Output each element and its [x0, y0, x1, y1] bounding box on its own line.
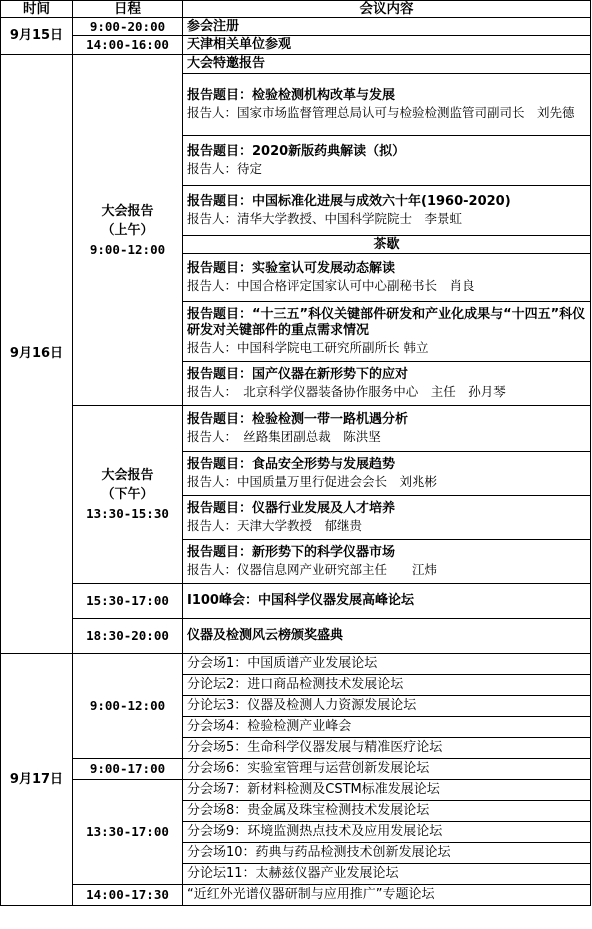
report-cell [183, 74, 591, 136]
header-content: 会议内容 [183, 1, 591, 18]
report-title: 报告题目：仪器行业发展及人才培养 [187, 501, 396, 516]
report-speaker: 报告人：待定 [187, 160, 263, 176]
report-cell [183, 186, 591, 236]
table-row [1, 18, 591, 36]
report-title: 报告题目：中国标准化进展与成效六十年(1960-2020) [187, 194, 511, 209]
report-cell [183, 136, 591, 186]
report-speaker: 报告人：中国合格评定国家认可中心副秘书长 肖良 [187, 277, 475, 293]
session-block-afternoon [73, 406, 183, 584]
report-cell [183, 254, 591, 302]
section-title: 大会特邀报告 [183, 55, 591, 74]
report-title: 报告题目：2020新版药典解读（拟） [187, 144, 406, 159]
forum-cell: 分会场9：环境监测热点技术及应用发展论坛 [183, 822, 591, 843]
table-row [1, 780, 591, 801]
report-title: 报告题目：“十三五”科仪关键部件研发和产业化成果与“十四五”科仪研发对关键部件的重点需求情况 [187, 306, 586, 339]
forum-cell: 分会场4：检验检测产业峰会 [183, 717, 591, 738]
forum-cell: 分会场1：中国质谱产业发展论坛 [183, 654, 591, 675]
table-row [1, 55, 591, 74]
forum-cell: “近红外光谱仪器研制与应用推广”专题论坛 [183, 885, 591, 906]
session-sublabel: （下午） [101, 487, 154, 502]
session-time: 13:30-15:30 [86, 506, 169, 521]
content-cell: 仪器及检测风云榜颁奖盛典 [183, 619, 591, 654]
time-cell: 14:00-17:30 [73, 885, 183, 906]
forum-cell: 分论坛2：进口商品检测技术发展论坛 [183, 675, 591, 696]
report-speaker: 报告人：天津大学教授 郁继贵 [187, 517, 363, 533]
header-row [1, 1, 591, 18]
report-speaker: 报告人： 丝路集团副总裁 陈洪坚 [187, 428, 381, 444]
report-cell [183, 540, 591, 584]
report-title: 报告题目：食品安全形势与发展趋势 [187, 457, 396, 472]
forum-cell: 分会场8：贵金属及珠宝检测技术发展论坛 [183, 801, 591, 822]
report-cell [183, 406, 591, 452]
date-cell: 9月15日 [1, 18, 73, 55]
table-row [1, 584, 591, 619]
content-cell: 参会注册 [183, 18, 591, 36]
time-cell: 9:00-12:00 [73, 654, 183, 759]
table-row [1, 36, 591, 55]
break-cell: 茶歇 [183, 236, 591, 254]
content-cell: I100峰会：中国科学仪器发展高峰论坛 [183, 584, 591, 619]
date-cell: 9月16日 [1, 55, 73, 654]
session-label: 大会报告 [101, 468, 154, 483]
report-cell [183, 452, 591, 496]
session-label: 大会报告 [101, 203, 154, 219]
forum-cell: 分论坛11：太赫兹仪器产业发展论坛 [183, 864, 591, 885]
table-row [1, 619, 591, 654]
content-cell: 天津相关单位参观 [183, 36, 591, 55]
report-speaker: 报告人：中国科学院电工研究所副所长 韩立 [187, 339, 429, 355]
forum-cell: 分论坛3：仪器及检测人力资源发展论坛 [183, 696, 591, 717]
report-cell [183, 362, 591, 406]
table-row [1, 406, 591, 452]
time-cell: 13:30-17:00 [73, 780, 183, 885]
report-title: 报告题目：新形势下的科学仪器市场 [187, 545, 396, 560]
time-cell: 18:30-20:00 [73, 619, 183, 654]
report-speaker: 报告人：中国质量万里行促进会会长 刘兆彬 [187, 473, 438, 489]
report-title: 报告题目：国产仪器在新形势下的应对 [187, 367, 409, 382]
header-schedule: 日程 [73, 1, 183, 18]
session-sublabel: （上午） [101, 222, 154, 238]
forum-cell: 分会场10：药典与药品检测技术创新发展论坛 [183, 843, 591, 864]
report-cell [183, 302, 591, 362]
session-block-morning [73, 55, 183, 406]
report-title: 报告题目：实验室认可发展动态解读 [187, 261, 396, 276]
table-row [1, 759, 591, 780]
session-time: 9:00-12:00 [89, 241, 166, 257]
report-speaker: 报告人：清华大学教授、中国科学院院士 李景虹 [187, 210, 463, 226]
time-cell: 9:00-20:00 [73, 18, 183, 36]
report-speaker: 报告人：国家市场监督管理总局认可与检验检测监管司副司长 刘先德 [187, 104, 575, 120]
report-speaker: 报告人：仪器信息网产业研究部主任 江炜 [187, 561, 438, 577]
time-cell: 9:00-17:00 [73, 759, 183, 780]
report-title: 报告题目：检验检测一带一路机遇分析 [187, 412, 409, 427]
report-title: 报告题目：检验检测机构改革与发展 [187, 88, 396, 103]
report-speaker: 报告人： 北京科学仪器装备协作服务中心 主任 孙月琴 [187, 383, 506, 399]
table-row [1, 654, 591, 675]
forum-cell: 分会场6：实验室管理与运营创新发展论坛 [183, 759, 591, 780]
time-cell: 15:30-17:00 [73, 584, 183, 619]
date-cell: 9月17日 [1, 654, 73, 906]
forum-cell: 分会场7：新材料检测及CSTM标准发展论坛 [183, 780, 591, 801]
report-cell [183, 496, 591, 540]
header-time: 时间 [1, 1, 73, 18]
forum-cell: 分会场5：生命科学仪器发展与精准医疗论坛 [183, 738, 591, 759]
time-cell: 14:00-16:00 [73, 36, 183, 55]
table-row [1, 885, 591, 906]
